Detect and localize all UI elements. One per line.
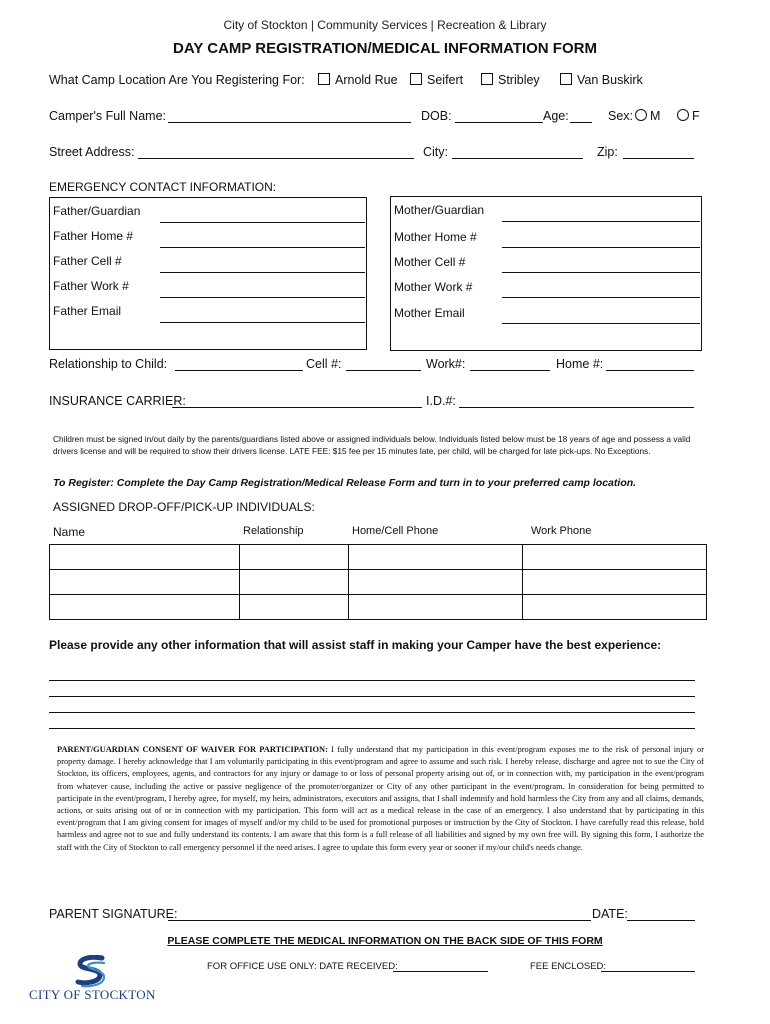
- table-cell[interactable]: [349, 545, 523, 570]
- work-label: Work#:: [426, 357, 466, 371]
- mother-guardian-field[interactable]: [502, 221, 700, 222]
- street-label: Street Address:: [49, 145, 135, 159]
- column-name: Name: [53, 525, 86, 539]
- father-work-label: Father Work #: [53, 279, 129, 293]
- org-line: City of Stockton | Community Services | Recreation & Library: [223, 18, 547, 32]
- other-info-line-3[interactable]: [49, 712, 695, 713]
- waiver-heading: PARENT/GUARDIAN CONSENT OF WAIVER FOR PARTICIPATION:: [57, 745, 328, 754]
- age-field[interactable]: [570, 122, 592, 123]
- column-home-cell-phone: Home/Cell Phone: [352, 525, 439, 537]
- mother-guardian-label: Mother/Guardian: [394, 203, 485, 217]
- other-info-line-1[interactable]: [49, 680, 695, 681]
- location-option-seifert[interactable]: Seifert: [410, 73, 463, 87]
- zip-field[interactable]: [623, 158, 694, 159]
- column-work-phone: Work Phone: [531, 525, 592, 537]
- table-cell[interactable]: [523, 570, 707, 595]
- table-cell[interactable]: [523, 595, 707, 620]
- mother-cell-field[interactable]: [502, 272, 700, 273]
- table-cell[interactable]: [349, 570, 523, 595]
- other-info-line-2[interactable]: [49, 696, 695, 697]
- dob-field[interactable]: [455, 122, 543, 123]
- logo-text: CITY OF STOCKTON: [29, 987, 156, 1002]
- checkbox[interactable]: [318, 73, 330, 85]
- table-cell[interactable]: [240, 570, 349, 595]
- father-home-field[interactable]: [160, 247, 365, 248]
- sex-label: Sex:: [608, 109, 634, 123]
- mother-work-label: Mother Work #: [394, 280, 473, 294]
- sex-option-f[interactable]: F: [674, 109, 700, 123]
- date-label: DATE:: [592, 907, 628, 921]
- fee-enclosed-label: FEE ENCLOSED:: [530, 961, 607, 972]
- signature-label: PARENT SIGNATURE:: [49, 907, 178, 921]
- father-contact-box: [49, 197, 367, 350]
- mother-work-field[interactable]: [502, 297, 700, 298]
- insurance-id-field[interactable]: [459, 407, 694, 408]
- checkbox[interactable]: [481, 73, 493, 85]
- sex-option-m[interactable]: M: [632, 109, 660, 123]
- age-label: Age:: [543, 109, 569, 123]
- waiver-text: [57, 744, 704, 854]
- work-field[interactable]: [470, 370, 550, 371]
- father-guardian-field[interactable]: [160, 222, 365, 223]
- table-row: [50, 570, 707, 595]
- father-email-label: Father Email: [53, 304, 122, 318]
- office-date-label: FOR OFFICE USE ONLY: DATE RECEIVED:: [207, 961, 398, 972]
- location-option-arnold-rue[interactable]: Arnold Rue: [318, 73, 398, 87]
- table-row: [50, 545, 707, 570]
- table-row: [50, 595, 707, 620]
- checkbox[interactable]: [410, 73, 422, 85]
- checkbox[interactable]: [560, 73, 572, 85]
- mother-home-label: Mother Home #: [394, 230, 477, 244]
- back-side-note: PLEASE COMPLETE THE MEDICAL INFORMATION ON THE BACK SIDE OF THIS FORM: [167, 935, 603, 947]
- cell-label: Cell #:: [306, 357, 342, 371]
- relationship-field[interactable]: [175, 370, 303, 371]
- dob-label: DOB:: [421, 109, 452, 123]
- father-email-field[interactable]: [160, 322, 365, 323]
- location-option-van-buskirk[interactable]: Van Buskirk: [560, 73, 643, 87]
- city-label: City:: [423, 145, 448, 159]
- street-field[interactable]: [138, 158, 414, 159]
- city-field[interactable]: [452, 158, 583, 159]
- location-prompt: What Camp Location Are You Registering For:: [49, 73, 305, 87]
- mother-cell-label: Mother Cell #: [394, 255, 466, 269]
- office-date-field[interactable]: [393, 971, 488, 972]
- father-home-label: Father Home #: [53, 229, 134, 243]
- other-info-prompt: Please provide any other information that will assist staff in making your Camper have the best experience:: [49, 638, 662, 652]
- table-cell[interactable]: [50, 545, 240, 570]
- zip-label: Zip:: [597, 145, 618, 159]
- column-relationship: Relationship: [243, 525, 304, 537]
- mother-contact-box: [390, 196, 702, 351]
- table-cell[interactable]: [349, 595, 523, 620]
- radio-button[interactable]: [635, 109, 647, 121]
- mother-email-field[interactable]: [502, 323, 700, 324]
- father-cell-field[interactable]: [160, 272, 365, 273]
- home-label: Home #:: [556, 357, 604, 371]
- location-option-stribley[interactable]: Stribley: [481, 73, 540, 87]
- insurance-carrier-field[interactable]: [172, 407, 422, 408]
- table-cell[interactable]: [50, 570, 240, 595]
- father-work-field[interactable]: [160, 297, 365, 298]
- cell-field[interactable]: [346, 370, 421, 371]
- father-guardian-label: Father/Guardian: [53, 204, 141, 218]
- camper-name-field[interactable]: [168, 122, 411, 123]
- relationship-label: Relationship to Child:: [49, 357, 168, 371]
- home-field[interactable]: [606, 370, 694, 371]
- waiver-body: I fully understand that my participation in this event/program exposes me to the risk of personal injury or property damage. I hereby acknowledge that I am voluntarily participating in this event/program and agree to assume and such risk. I hereby release, discharge and agree not to sue the City of Stockton, its officers, employees, agents, and contractors for any injury or damage to or loss of personal property arising out of, or in connection with, my participation in the event/program from whatever cause, including the active or passive negligence of the promoter/organizer or City of any other participant in the event/program. In consideration for being permitted to participate in the event/program, I hereby agree, for myself, my heirs, administrators, executors and assigns, that I shall indemnify and hold harmless the City from any and all claims, demands, actions, or suits arising out of or in connection with my participation. This form will act as a medical release in the case of an emergency. I also understand that by participating in this event/program that I am giving consent for images of myself and/or my child to be used for promotional purposes or instruction by the City of Stockton. I have carefully read this release, hold harmless and agree not to sue and fully understand its contents. I am aware that this form is a full release of all liabilities and signed by my own free will. By signing this form, I authorize the staff with the City of Stockton to call emergency personnel if the need arises. I agree to update this form every year or sooner if my/our child's needs change.: [57, 745, 704, 852]
- emergency-heading: EMERGENCY CONTACT INFORMATION:: [49, 180, 277, 194]
- signature-field[interactable]: [168, 920, 591, 921]
- to-register-note: To Register: Complete the Day Camp Registration/Medical Release Form and turn in to your preferred camp location.: [53, 477, 637, 489]
- camper-name-label: Camper's Full Name:: [49, 109, 166, 123]
- fee-enclosed-field[interactable]: [601, 971, 695, 972]
- radio-button[interactable]: [677, 109, 689, 121]
- insurance-id-label: I.D.#:: [426, 394, 456, 408]
- other-info-line-4[interactable]: [49, 728, 695, 729]
- insurance-carrier-label: INSURANCE CARRIER:: [49, 394, 186, 408]
- city-of-stockton-logo-icon: [72, 955, 110, 989]
- assigned-table: [49, 544, 707, 620]
- father-cell-label: Father Cell #: [53, 254, 122, 268]
- table-cell[interactable]: [523, 545, 707, 570]
- sign-in-notice: Children must be signed in/out daily by the parents/guardians listed above or assigned individuals below. Individuals listed below must be 18 years of age and possess a valid drivers license and will be required to show their drivers license. LATE FEE: $15 fee per 15 minutes late, per child, will be charged for late pick-ups. No Exceptions.: [53, 434, 691, 456]
- page-title: DAY CAMP REGISTRATION/MEDICAL INFORMATION FORM: [173, 40, 597, 57]
- table-cell[interactable]: [240, 545, 349, 570]
- table-cell[interactable]: [240, 595, 349, 620]
- mother-home-field[interactable]: [502, 247, 700, 248]
- date-field[interactable]: [627, 920, 695, 921]
- assigned-heading: ASSIGNED DROP-OFF/PICK-UP INDIVIDUALS:: [53, 500, 315, 514]
- table-cell[interactable]: [50, 595, 240, 620]
- mother-email-label: Mother Email: [394, 306, 465, 320]
